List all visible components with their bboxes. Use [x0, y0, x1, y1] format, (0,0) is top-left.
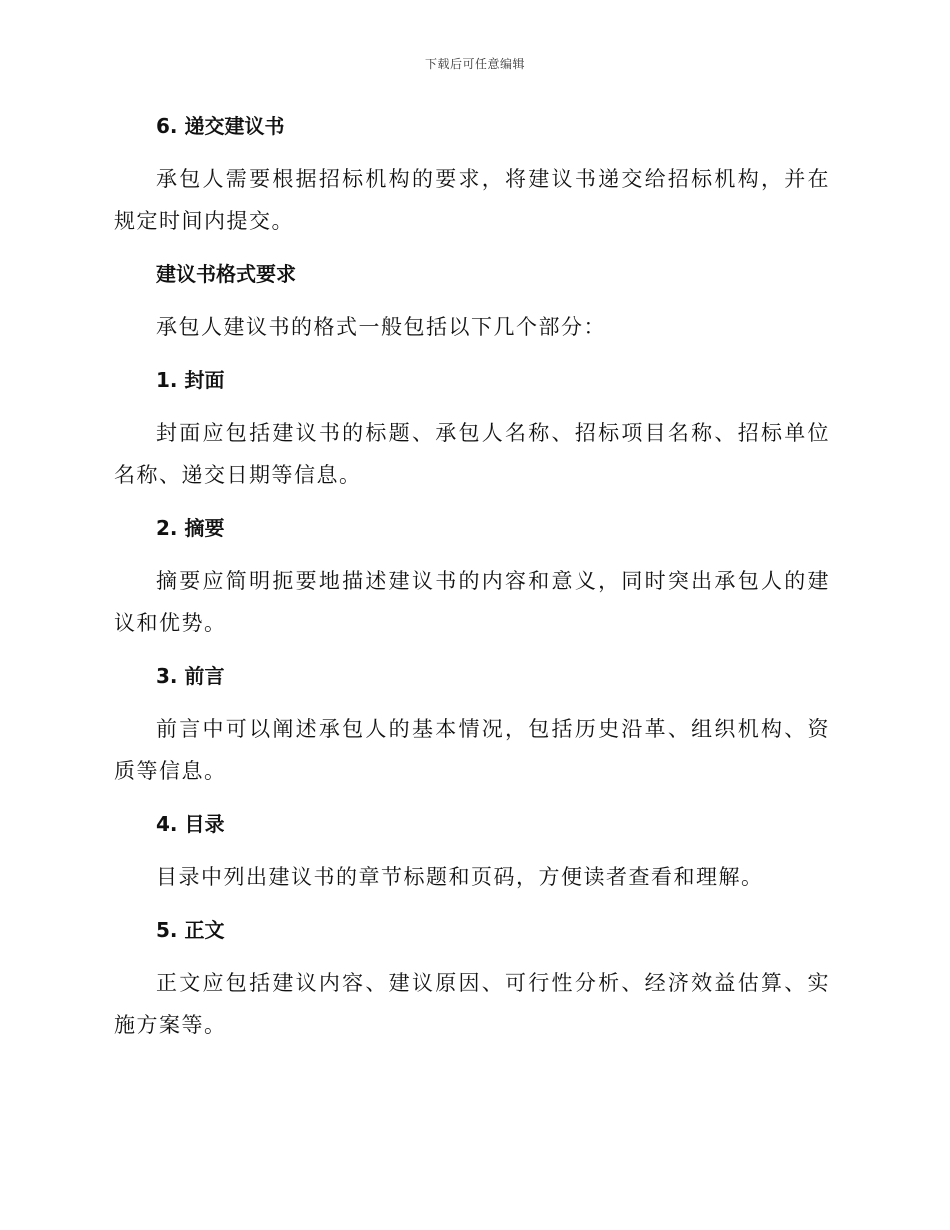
section-heading-submit: 6. 递交建议书 — [156, 114, 285, 138]
document-body — [114, 108, 830, 1060]
section-heading-format: 建议书格式要求 — [156, 262, 296, 286]
section-heading-main-text: 5. 正文 — [156, 918, 225, 942]
paragraph-toc: 目录中列出建议书的章节标题和页码，方便读者查看和理解。 — [156, 865, 764, 889]
paragraph-format: 承包人建议书的格式一般包括以下几个部分： — [156, 315, 606, 339]
section-heading-preface: 3. 前言 — [156, 664, 225, 688]
section-heading-abstract: 2. 摘要 — [156, 516, 225, 540]
section-heading-cover: 1. 封面 — [156, 368, 225, 392]
paragraph-cover: 封面应包括建议书的标题、承包人名称、招标项目名称、招标单位名称、递交日期等信息。 — [114, 421, 830, 487]
paragraph-abstract: 摘要应简明扼要地描述建议书的内容和意义，同时突出承包人的建议和优势。 — [114, 569, 830, 635]
paragraph-preface: 前言中可以阐述承包人的基本情况，包括历史沿革、组织机构、资质等信息。 — [114, 717, 830, 783]
header-note: 下载后可任意编辑 — [424, 57, 525, 71]
paragraph-main-text: 正文应包括建议内容、建议原因、可行性分析、经济效益估算、实施方案等。 — [114, 971, 830, 1037]
paragraph-submit: 承包人需要根据招标机构的要求，将建议书递交给招标机构，并在规定时间内提交。 — [114, 167, 830, 233]
section-heading-toc: 4. 目录 — [156, 812, 225, 836]
